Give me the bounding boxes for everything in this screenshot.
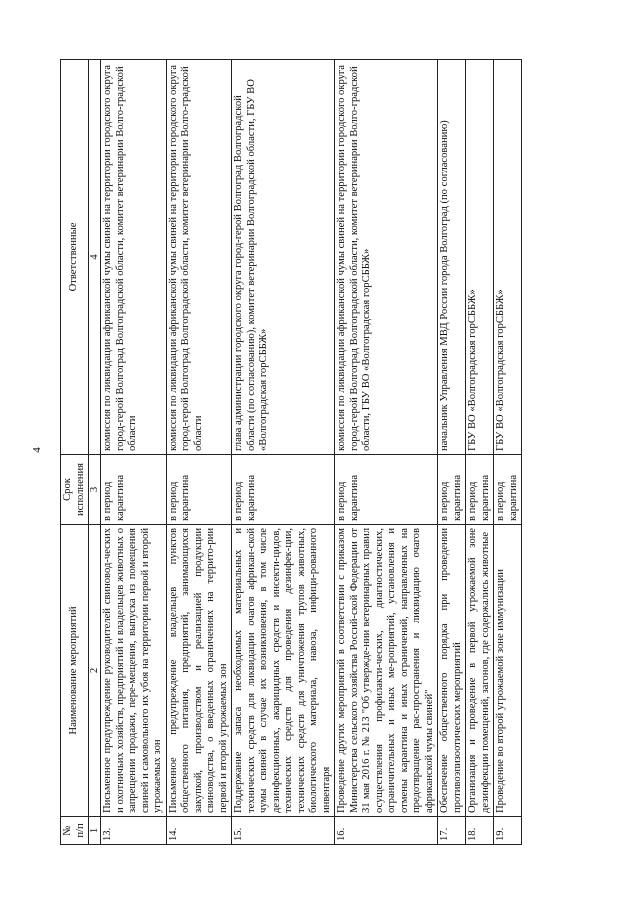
column-number-row — [89, 60, 101, 845]
header-measure-name: Наименование мероприятий — [61, 525, 89, 817]
deadline: в период карантина — [101, 455, 167, 525]
row-number: 14. — [166, 817, 232, 845]
responsible: комиссия по ликвидации африканской чумы свиней на территории городского округа город-герой Волгоград Волгоградской области, комитет ветеринарии Волго-градской области, ГБУ ВО «Волгоградская горСББЖ» — [335, 60, 438, 455]
responsible: ГБУ ВО «Волгоградская горСББЖ» — [466, 60, 494, 455]
measure-name: Письменное предупреждение владельцев пунктов общественного питания, предприятий, занимающихся закупкой, производством и реализацией продукции свиноводства, о введенных ограничениях на террито-рии первой и второй угрожаемых зон — [166, 525, 232, 817]
header-responsible: Ответственные — [61, 60, 89, 455]
responsible: комиссия по ликвидации африканской чумы свиней на территории городского округа город-герой Волгоград Волгоградской области, комитет ветеринарии Волго-градской области — [101, 60, 167, 455]
column-number: 4 — [89, 60, 101, 455]
page-number: 4 — [31, 447, 43, 453]
row-number: 15. — [232, 817, 335, 845]
measure-name: Организация и проведение в первой угрожаемой зоне дезинфекции помещений, загонов, где содержались животные — [466, 525, 494, 817]
column-number: 3 — [89, 455, 101, 525]
responsible: ГБУ ВО «Волгоградская горСББЖ» — [494, 60, 522, 455]
row-number: 13. — [101, 817, 167, 845]
responsible: глава администрации городского округа город-герой Волгоград Волгоградской области (по согласованию), комитет ветеринарии Волгоградской области, ГБУ ВО «Волгоградская горСББЖ» — [232, 60, 335, 455]
column-number: 2 — [89, 525, 101, 817]
deadline: в период карантина — [438, 455, 466, 525]
table-row — [335, 60, 438, 845]
row-number: 17. — [438, 817, 466, 845]
table-row — [466, 60, 494, 845]
deadline: в период карантина — [466, 455, 494, 525]
header-number: № п/п — [61, 817, 89, 845]
deadline: в период карантина — [232, 455, 335, 525]
table-row — [101, 60, 167, 845]
column-number: 1 — [89, 817, 101, 845]
measure-name: Обеспечение общественного порядка при проведении противоэпизоотических мероприятий — [438, 525, 466, 817]
table-row — [166, 60, 232, 845]
measure-name: Проведение во второй угрожаемой зоне иммунизации — [494, 525, 522, 817]
measures-table — [60, 59, 522, 845]
deadline: в период карантина — [166, 455, 232, 525]
deadline: в период карантина — [335, 455, 438, 525]
row-number: 18. — [466, 817, 494, 845]
rotated-page-content — [60, 60, 580, 845]
responsible: начальник Управления МВД России города Волгоград (по согласованию) — [438, 60, 466, 455]
row-number: 19. — [494, 817, 522, 845]
responsible: комиссия по ликвидации африканской чумы свиней на территории городского округа город-герой Волгоград Волгоградской области, комитет ветеринарии Волго-градской области — [166, 60, 232, 455]
table-row — [232, 60, 335, 845]
row-number: 16. — [335, 817, 438, 845]
header-deadline: Срок исполнения — [61, 455, 89, 525]
table-header-row — [61, 60, 89, 845]
measure-name: Поддержание запаса необходимых материальных и технических средств для ликвидации очагов африкан-ской чумы свиней в случае их возникновения, в том числе дезинфекционных, акарицидных средств и инсекти-цидов, технических средств для проведения дезинфек-ции, технических средств для уничтожения трупов животных, биологического материала, навоза, инфици-рованного инвентаря — [232, 525, 335, 817]
measure-name: Письменное предупреждение руководителей свиновод-ческих и охотничьих хозяйств, предприятий и владельцев животных о запрещении продажи, пере-мещения, выпуска из помещения свиней и самовольного их убоя на территории первой и второй угрожаемых зон — [101, 525, 167, 817]
table-row — [494, 60, 522, 845]
measure-name: Проведение других мероприятий в соответствии с приказом Министерства сельского хозяйства Россий-ской Федерации от 31 мая 2016 г. № 213 "Об утвержде-нии ветеринарных правил осуществления профилакти-ческих, диагностических, ограничительных и иных ме-роприятий, установления и отмены карантина и иных ограничений, направленных на предотвращение рас-пространения и ликвидацию очагов африканской чумы свиней" — [335, 525, 438, 817]
table-row — [438, 60, 466, 845]
deadline: в период карантина — [494, 455, 522, 525]
